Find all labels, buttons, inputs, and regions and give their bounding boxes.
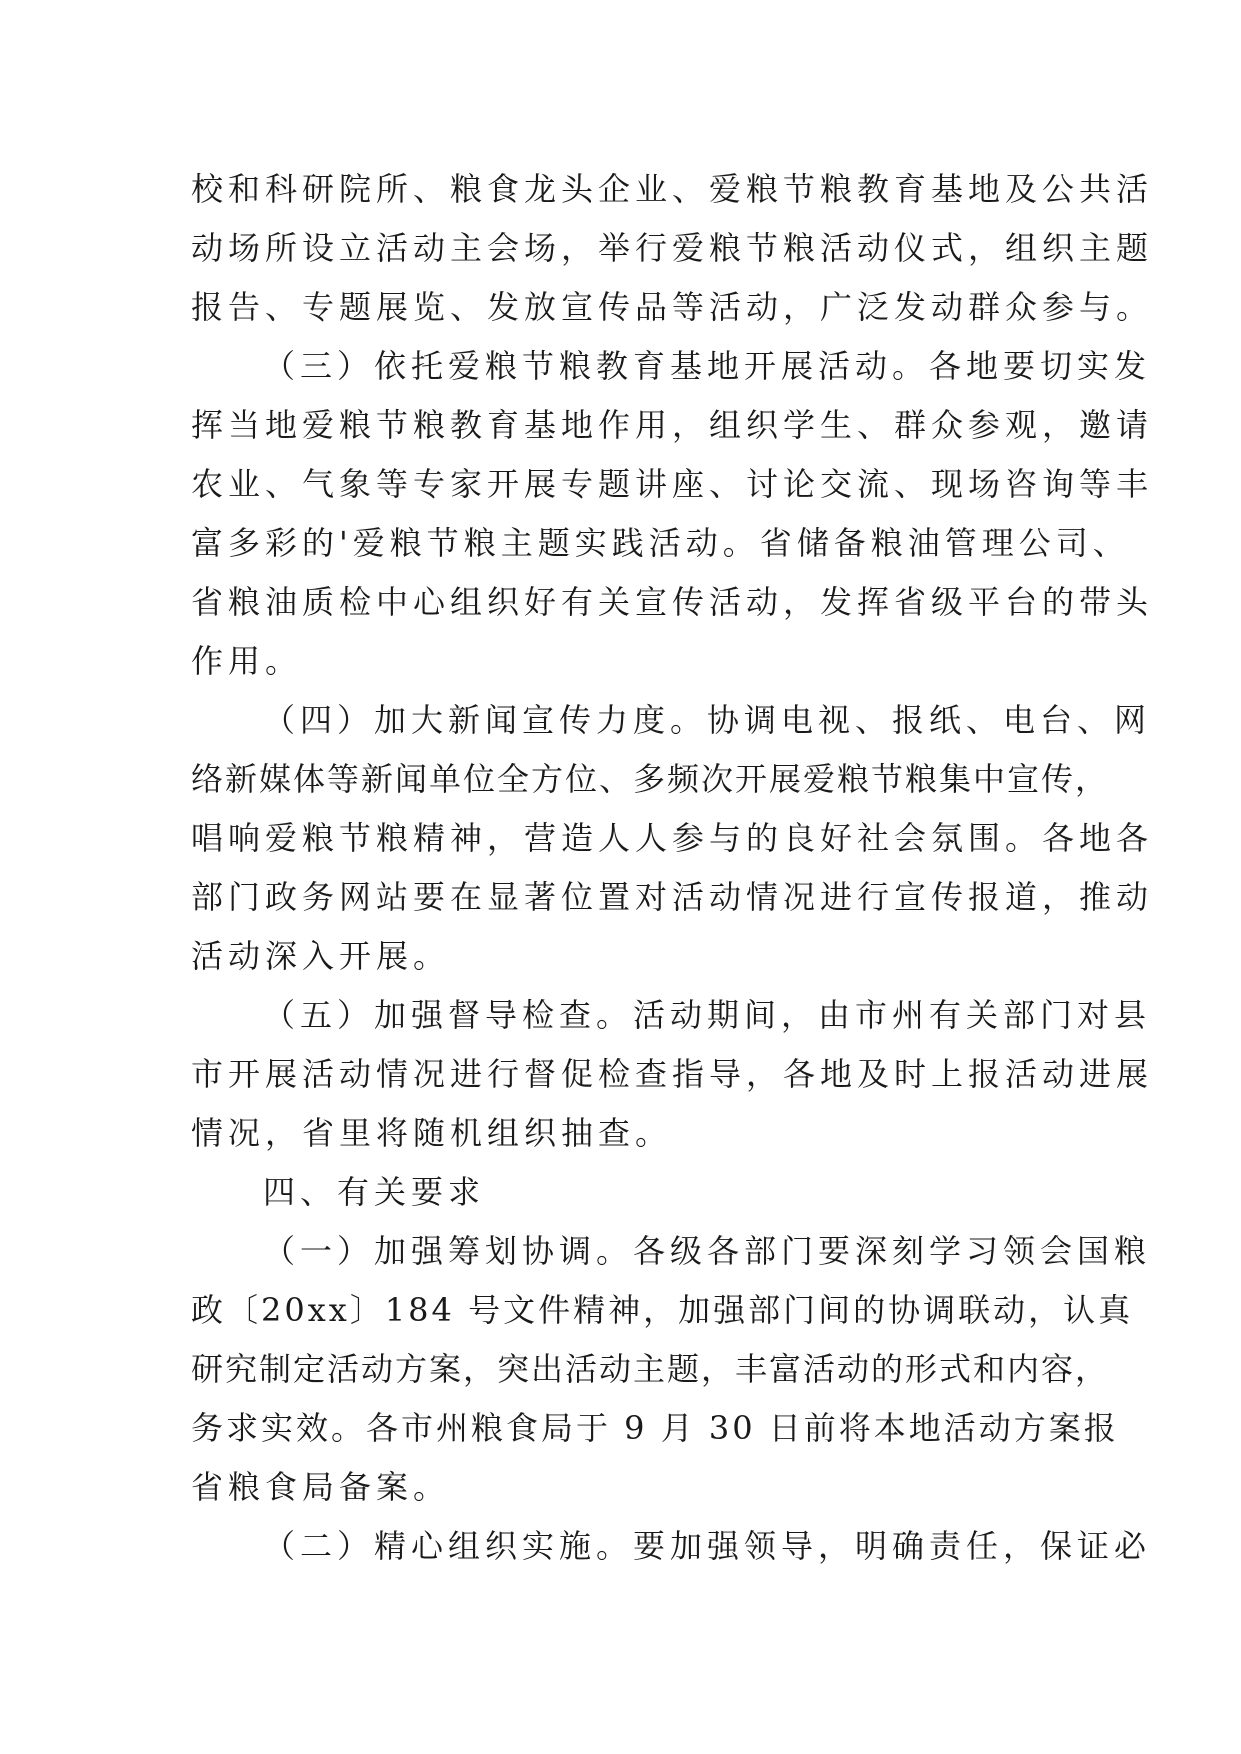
document-page — [191, 160, 1154, 1576]
text-line-13: 部门政务网站要在显著位置对活动情况进行宣传报道，推动 — [191, 878, 1154, 916]
paragraph-start-4: （四）加大新闻宣传力度。协调电视、报纸、电台、网 — [263, 701, 1152, 739]
text-line-2: 动场所设立活动主会场，举行爱粮节粮活动仪式，组织主题 — [191, 229, 1154, 267]
text-line-6: 农业、气象等专家开展专题讲座、讨论交流、现场咨询等丰 — [191, 465, 1154, 503]
paragraph-start-3: （三）依托爱粮节粮教育基地开展活动。各地要切实发 — [263, 347, 1152, 385]
text-line-20: 政〔20xx〕184 号文件精神，加强部门间的协调联动，认真 — [191, 1291, 1134, 1329]
text-line-23: 省粮食局备案。 — [191, 1468, 451, 1506]
text-line-16: 市开展活动情况进行督促检查指导，各地及时上报活动进展 — [191, 1055, 1154, 1093]
text-line-7: 富多彩的'爱粮节粮主题实践活动。省储备粮油管理公司、 — [191, 524, 1130, 562]
paragraph-start-5: （五）加强督导检查。活动期间，由市州有关部门对县 — [263, 996, 1152, 1034]
paragraph-start-requirement-2: （二）精心组织实施。要加强领导，明确责任，保证必 — [263, 1527, 1152, 1565]
text-line-12: 唱响爱粮节粮精神，营造人人参与的良好社会氛围。各地各 — [191, 819, 1154, 857]
text-line-8: 省粮油质检中心组织好有关宣传活动，发挥省级平台的带头 — [191, 583, 1154, 621]
text-line-22: 务求实效。各市州粮食局于 9 月 30 日前将本地活动方案报 — [191, 1409, 1119, 1447]
section-heading-4: 四、有关要求 — [263, 1173, 486, 1211]
text-line-14: 活动深入开展。 — [191, 937, 451, 975]
text-line-9: 作用。 — [191, 642, 303, 680]
text-line-5: 挥当地爱粮节粮教育基地作用，组织学生、群众参观，邀请 — [191, 406, 1154, 444]
text-line-17: 情况，省里将随机组织抽查。 — [191, 1114, 673, 1152]
paragraph-start-requirement-1: （一）加强筹划协调。各级各部门要深刻学习领会国粮 — [263, 1232, 1152, 1270]
text-line-1: 校和科研院所、粮食龙头企业、爱粮节粮教育基地及公共活 — [191, 170, 1154, 208]
text-line-11: 络新媒体等新闻单位全方位、多频次开展爱粮节粮集中宣传， — [191, 760, 1110, 798]
text-line-3: 报告、专题展览、发放宣传品等活动，广泛发动群众参与。 — [191, 288, 1154, 326]
text-line-21: 研究制定活动方案，突出活动主题，丰富活动的形式和内容， — [191, 1350, 1110, 1388]
